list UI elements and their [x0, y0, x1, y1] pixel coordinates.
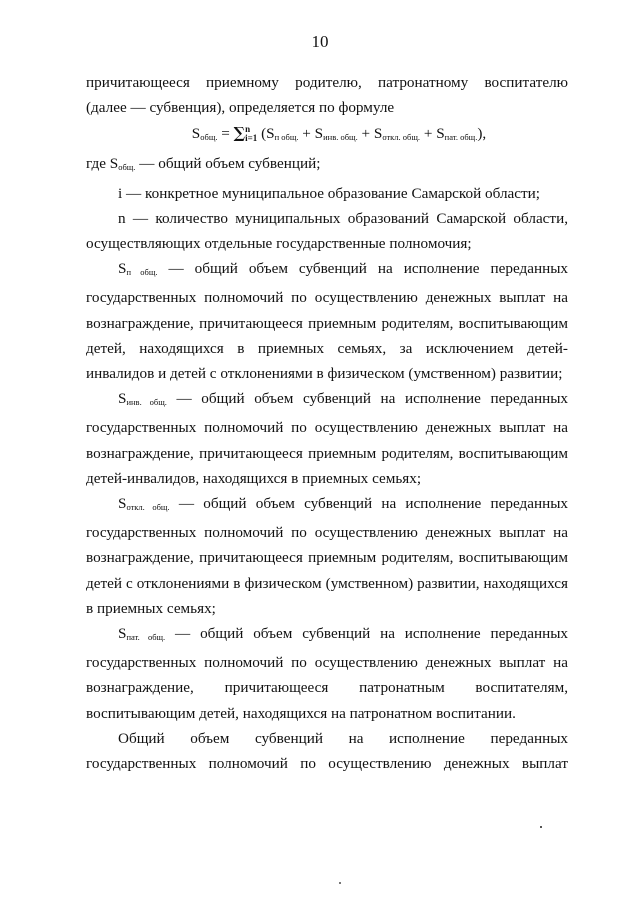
formula-plus-3: + S — [420, 125, 445, 143]
s-inv-text: — общий объем субвенций на исполнение переданных государственных полномочий по осуществлению денежных выплат на вознаграждение, причитающееся приемным родителям, воспитывающим детей-инвалидов, находящихся в приемных семьях; — [86, 390, 569, 487]
s-pat-text: — общий объем субвенций на исполнение переданных государственных полномочий по осуществлению денежных выплат на вознаграждение, причитающееся патронатным воспитателям, воспитывающим детей, находящихся на патронатном воспитании. — [86, 625, 569, 722]
sum-lower-limit: i=1 — [245, 133, 258, 144]
definition-s-pat — [86, 621, 568, 726]
s-inv-subscript: инв. общ. — [126, 397, 167, 408]
where-subscript: общ. — [118, 162, 136, 173]
s-pat-symbol: S — [118, 625, 127, 643]
sum-symbol: ∑ — [233, 124, 246, 143]
definition-total — [86, 151, 568, 180]
definition-i: i — конкретное муниципальное образование Самарской области; — [118, 184, 541, 202]
definition-s-p — [86, 256, 568, 386]
definition-n: n — количество муниципальных образований Самарской области, осуществляющих отдельные государственные полномочия; — [86, 209, 568, 253]
s-otkl-text: — общий объем субвенций на исполнение переданных государственных полномочий по осуществлению денежных выплат на вознаграждение, причитающееся приемным родителям, воспитывающим детей с отклонениями в физическом (умственном) развитии, находящихся в приемных семьях; — [86, 495, 569, 617]
intro-line-2: (далее — субвенция), определяется по формуле — [86, 99, 395, 117]
intro-line-1: причитающееся приемному родителю, патронатному воспитателю — [86, 74, 568, 91]
s-pat-subscript: пат. общ. — [126, 632, 166, 643]
definition-s-otkl — [86, 491, 568, 621]
s-p-symbol: S — [118, 260, 127, 278]
formula-plus-1: + S — [298, 125, 324, 143]
definition-s-inv — [86, 386, 568, 491]
page-number: 10 — [311, 32, 329, 51]
formula — [86, 120, 568, 151]
s-otkl-subscript: откл. общ. — [126, 502, 170, 513]
where-prefix: где S — [86, 155, 119, 173]
s-p-text: — общий объем субвенций на исполнение переданных государственных полномочий по осуществлению денежных выплат на вознаграждение, причитающееся приемным родителям, воспитывающим детей, находящихся в приемных семьях, за исключением детей-инвалидов и детей с отклонениями в физическом (умственном) развитии; — [86, 260, 569, 383]
formula-close: ), — [477, 125, 487, 143]
term-1-subscript: п общ. — [274, 132, 299, 143]
s-p-subscript: п общ. — [126, 267, 158, 278]
document-body — [86, 70, 568, 776]
s-otkl-symbol: S — [118, 495, 127, 513]
where-text: — общий объем субвенций; — [135, 155, 321, 173]
term-4-subscript: пат. общ. — [444, 132, 478, 143]
scan-speck — [540, 826, 542, 828]
final-paragraph: Общий объем субвенций на исполнение переданных государственных полномочий по осуществлению денежных выплат — [86, 729, 568, 773]
formula-lhs-subscript: общ. — [200, 132, 218, 143]
formula-plus-2: + S — [357, 125, 383, 143]
formula-lhs: S — [191, 125, 201, 143]
formula-open: (S — [257, 125, 275, 143]
term-2-subscript: инв. общ. — [323, 132, 358, 143]
formula-equals: = — [217, 125, 234, 143]
scan-speck — [339, 882, 341, 884]
sum-upper-limit: n — [245, 124, 251, 135]
s-inv-symbol: S — [118, 390, 127, 408]
term-3-subscript: откл. общ. — [382, 132, 421, 143]
